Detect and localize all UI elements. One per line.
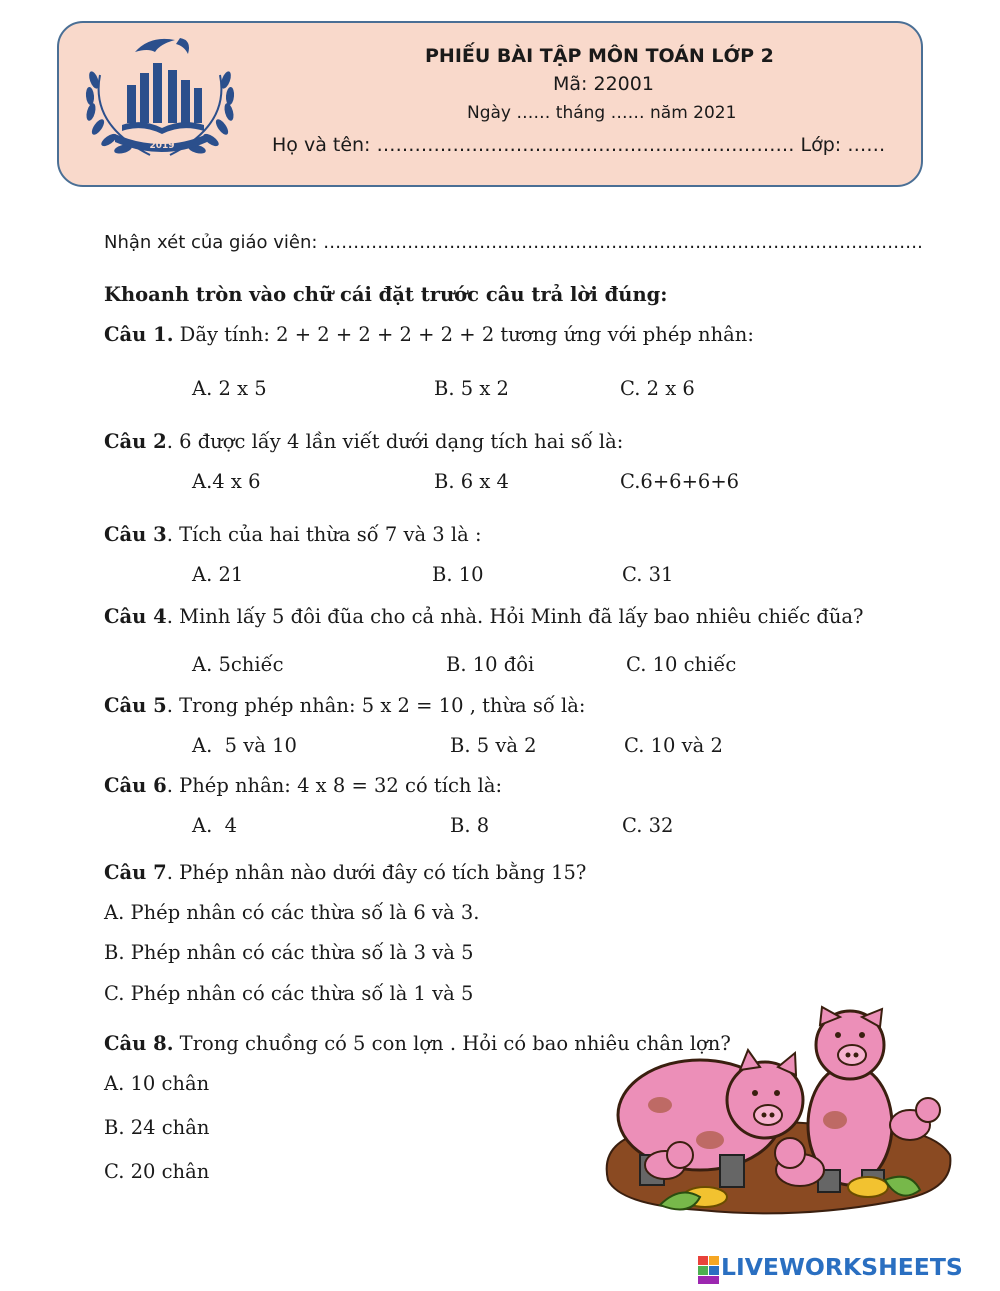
question-text: . 6 được lấy 4 lần viết dưới dạng tích hai số là:	[166, 430, 624, 453]
option-2c[interactable]: C.6+6+6+6	[620, 470, 740, 493]
question-label: Câu 7	[104, 861, 167, 884]
option-6b[interactable]: B. 8	[450, 814, 490, 837]
question-3	[104, 523, 482, 546]
live-badge-icon	[697, 1255, 721, 1285]
option-3a[interactable]: A. 21	[192, 563, 244, 586]
teacher-comment-line: Nhận xét của giáo viên: ……………………………………………………………………………………….	[104, 232, 923, 253]
option-7c[interactable]: C. Phép nhân có các thừa số là 1 và 5	[104, 982, 474, 1005]
worksheet-code: Mã: 22001	[553, 73, 654, 95]
option-8a[interactable]: A. 10 chân	[104, 1072, 210, 1095]
worksheet-date: Ngày …… tháng …… năm 2021	[467, 103, 737, 123]
logo-year: 2019	[149, 141, 175, 151]
question-7	[104, 861, 586, 884]
question-text: . Trong phép nhân: 5 x 2 = 10 , thừa số là:	[166, 694, 586, 717]
option-6c[interactable]: C. 32	[622, 814, 674, 837]
question-label: Câu 5	[104, 694, 167, 717]
question-label: Câu 6	[104, 774, 167, 797]
liveworksheets-logo	[697, 1250, 997, 1286]
option-6a[interactable]: A. 4	[192, 814, 238, 837]
option-5c[interactable]: C. 10 và 2	[624, 734, 723, 757]
question-text: Trong chuồng có 5 con lợn . Hỏi có bao nhiêu chân lợn?	[173, 1032, 731, 1055]
option-5a[interactable]: A. 5 và 10	[192, 734, 297, 757]
worksheet-title: PHIẾU BÀI TẬP MÔN TOÁN LỚP 2	[425, 45, 774, 67]
option-4c[interactable]: C. 10 chiếc	[626, 653, 737, 676]
instruction: Khoanh tròn vào chữ cái đặt trước câu trả lời đúng:	[104, 283, 668, 306]
option-8c[interactable]: C. 20 chân	[104, 1160, 210, 1183]
question-text: . Phép nhân: 4 x 8 = 32 có tích là:	[166, 774, 503, 797]
question-label: Câu 2	[104, 430, 167, 453]
question-1	[104, 323, 754, 346]
option-4a[interactable]: A. 5chiếc	[192, 653, 284, 676]
option-2a[interactable]: A.4 x 6	[192, 470, 261, 493]
question-label: Câu 3	[104, 523, 167, 546]
question-4	[104, 605, 864, 628]
liveworksheets-brand: LIVEWORKSHEETS	[721, 1253, 963, 1281]
option-2b[interactable]: B. 6 x 4	[434, 470, 509, 493]
option-3c[interactable]: C. 31	[622, 563, 674, 586]
question-5	[104, 694, 585, 717]
question-label: Câu 8.	[104, 1032, 174, 1055]
option-4b[interactable]: B. 10 đôi	[446, 653, 535, 676]
option-1c[interactable]: C. 2 x 6	[620, 377, 695, 400]
student-name-line: Họ và tên: ………………………………………………………… Lớp: ……	[272, 134, 886, 156]
option-7b[interactable]: B. Phép nhân có các thừa số là 3 và 5	[104, 941, 474, 964]
question-text: Dãy tính: 2 + 2 + 2 + 2 + 2 + 2 tương ứng với phép nhân:	[173, 323, 754, 346]
question-6	[104, 774, 502, 797]
school-logo	[80, 30, 240, 165]
option-1a[interactable]: A. 2 x 5	[192, 377, 267, 400]
option-5b[interactable]: B. 5 và 2	[450, 734, 537, 757]
question-2	[104, 430, 623, 453]
pigs-illustration	[600, 1005, 955, 1227]
question-text: . Phép nhân nào dưới đây có tích bằng 15?	[166, 861, 587, 884]
option-3b[interactable]: B. 10	[432, 563, 484, 586]
question-text: . Tích của hai thừa số 7 và 3 là :	[166, 523, 482, 546]
option-1b[interactable]: B. 5 x 2	[434, 377, 509, 400]
option-8b[interactable]: B. 24 chân	[104, 1116, 210, 1139]
option-7a[interactable]: A. Phép nhân có các thừa số là 6 và 3.	[104, 901, 480, 924]
question-label: Câu 1.	[104, 323, 174, 346]
question-text: . Minh lấy 5 đôi đũa cho cả nhà. Hỏi Minh đã lấy bao nhiêu chiếc đũa?	[166, 605, 864, 628]
question-label: Câu 4	[104, 605, 167, 628]
